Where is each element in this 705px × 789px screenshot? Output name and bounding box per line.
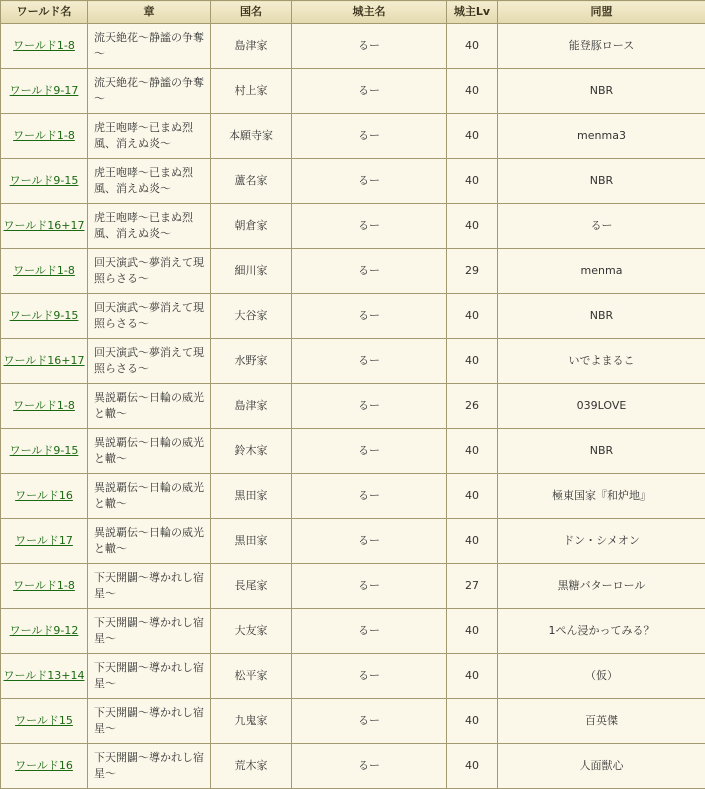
alliance-cell: NBR <box>498 294 705 339</box>
province-cell: 九鬼家 <box>211 699 292 744</box>
table-row <box>1 609 705 654</box>
lord-level-cell: 40 <box>447 204 498 249</box>
world-link[interactable]: ワールド9-15 <box>9 309 79 322</box>
table-row <box>1 204 705 249</box>
lord-cell: るー <box>292 69 447 114</box>
world-link[interactable]: ワールド17 <box>15 534 73 547</box>
table-row <box>1 24 705 69</box>
world-link[interactable]: ワールド1-8 <box>13 579 75 592</box>
alliance-cell: （仮） <box>498 654 705 699</box>
table-row <box>1 294 705 339</box>
lord-level-cell: 40 <box>447 699 498 744</box>
alliance-cell: 極東国家『和炉地』 <box>498 474 705 519</box>
table-row <box>1 339 705 384</box>
chapter-cell: 異説覇伝～日輪の威光と轍～ <box>88 429 211 474</box>
chapter-cell: 虎王咆哮～已まぬ烈風、消えぬ炎～ <box>88 114 211 159</box>
world-link[interactable]: ワールド13+14 <box>3 669 85 682</box>
world-link[interactable]: ワールド1-8 <box>13 39 75 52</box>
lord-level-cell: 29 <box>447 249 498 294</box>
table-body <box>1 24 705 789</box>
province-cell: 島津家 <box>211 24 292 69</box>
lord-level-cell: 40 <box>447 654 498 699</box>
province-cell: 黒田家 <box>211 519 292 564</box>
world-link[interactable]: ワールド1-8 <box>13 399 75 412</box>
world-cell <box>1 519 88 564</box>
table-row <box>1 384 705 429</box>
chapter-cell: 異説覇伝～日輪の威光と轍～ <box>88 384 211 429</box>
chapter-cell: 異説覇伝～日輪の威光と轍～ <box>88 474 211 519</box>
table-row <box>1 744 705 789</box>
chapter-cell: 回天演武～夢消えて現照らさる～ <box>88 249 211 294</box>
chapter-cell: 異説覇伝～日輪の威光と轍～ <box>88 519 211 564</box>
world-cell <box>1 249 88 294</box>
lord-cell: るー <box>292 474 447 519</box>
chapter-cell: 回天演武～夢消えて現照らさる～ <box>88 294 211 339</box>
lord-level-cell: 40 <box>447 294 498 339</box>
alliance-cell: るー <box>498 204 705 249</box>
province-cell: 蘆名家 <box>211 159 292 204</box>
world-link[interactable]: ワールド16+17 <box>3 354 85 367</box>
world-cell <box>1 609 88 654</box>
lord-cell: るー <box>292 294 447 339</box>
lord-level-cell: 27 <box>447 564 498 609</box>
table-row <box>1 249 705 294</box>
lord-cell: るー <box>292 609 447 654</box>
lord-cell: るー <box>292 114 447 159</box>
table-row <box>1 474 705 519</box>
alliance-cell: menma3 <box>498 114 705 159</box>
lord-level-cell: 40 <box>447 159 498 204</box>
province-cell: 大友家 <box>211 609 292 654</box>
province-cell: 鈴木家 <box>211 429 292 474</box>
chapter-cell: 下天開闢～導かれし宿星～ <box>88 564 211 609</box>
world-link[interactable]: ワールド9-15 <box>9 174 79 187</box>
world-cell <box>1 384 88 429</box>
chapter-cell: 下天開闢～導かれし宿星～ <box>88 744 211 789</box>
chapter-cell: 下天開闢～導かれし宿星～ <box>88 654 211 699</box>
province-cell: 大谷家 <box>211 294 292 339</box>
chapter-cell: 下天開闢～導かれし宿星～ <box>88 609 211 654</box>
header-alliance: 同盟 <box>498 1 705 24</box>
province-cell: 水野家 <box>211 339 292 384</box>
alliance-cell: 黒糖バターロール <box>498 564 705 609</box>
alliance-cell: ドン・シメオン <box>498 519 705 564</box>
table-row <box>1 564 705 609</box>
world-link[interactable]: ワールド15 <box>15 714 73 727</box>
province-cell: 本願寺家 <box>211 114 292 159</box>
alliance-cell: NBR <box>498 69 705 114</box>
world-cell <box>1 114 88 159</box>
lord-cell: るー <box>292 159 447 204</box>
lord-cell: るー <box>292 204 447 249</box>
alliance-cell: 1ぺん浸かってみる？ <box>498 609 705 654</box>
alliance-cell: 039LOVE <box>498 384 705 429</box>
world-cell <box>1 339 88 384</box>
lord-level-cell: 40 <box>447 339 498 384</box>
lord-level-cell: 40 <box>447 24 498 69</box>
lord-level-cell: 40 <box>447 744 498 789</box>
world-cell <box>1 564 88 609</box>
table-header-row <box>1 1 705 24</box>
province-cell: 荒木家 <box>211 744 292 789</box>
lord-level-cell: 40 <box>447 474 498 519</box>
lord-cell: るー <box>292 744 447 789</box>
header-lord-level: 城主Lv <box>447 1 498 24</box>
lord-level-cell: 40 <box>447 114 498 159</box>
world-link[interactable]: ワールド16+17 <box>3 219 85 232</box>
table-row <box>1 699 705 744</box>
world-cell <box>1 294 88 339</box>
chapter-cell: 虎王咆哮～已まぬ烈風、消えぬ炎～ <box>88 159 211 204</box>
lord-cell: るー <box>292 564 447 609</box>
province-cell: 黒田家 <box>211 474 292 519</box>
chapter-cell: 流天絶花～静謐の争奪～ <box>88 24 211 69</box>
world-link[interactable]: ワールド1-8 <box>13 264 75 277</box>
world-link[interactable]: ワールド9-17 <box>9 84 79 97</box>
world-cell <box>1 474 88 519</box>
world-link[interactable]: ワールド9-12 <box>9 624 79 637</box>
lord-cell: るー <box>292 249 447 294</box>
world-link[interactable]: ワールド9-15 <box>9 444 79 457</box>
alliance-cell: 百英傑 <box>498 699 705 744</box>
table-row <box>1 159 705 204</box>
lord-cell: るー <box>292 339 447 384</box>
province-cell: 村上家 <box>211 69 292 114</box>
table-row <box>1 114 705 159</box>
province-cell: 細川家 <box>211 249 292 294</box>
header-province: 国名 <box>211 1 292 24</box>
world-cell <box>1 24 88 69</box>
lord-cell: るー <box>292 654 447 699</box>
lord-level-cell: 40 <box>447 429 498 474</box>
world-link[interactable]: ワールド16 <box>15 759 73 772</box>
chapter-cell: 虎王咆哮～已まぬ烈風、消えぬ炎～ <box>88 204 211 249</box>
world-cell <box>1 654 88 699</box>
world-cell <box>1 744 88 789</box>
alliance-cell: いでよまるこ <box>498 339 705 384</box>
lord-level-cell: 26 <box>447 384 498 429</box>
header-chapter: 章 <box>88 1 211 24</box>
world-cell <box>1 204 88 249</box>
header-world: ワールド名 <box>1 1 88 24</box>
lord-level-cell: 40 <box>447 519 498 564</box>
province-cell: 松平家 <box>211 654 292 699</box>
world-cell <box>1 69 88 114</box>
lord-level-cell: 40 <box>447 69 498 114</box>
lord-level-cell: 40 <box>447 609 498 654</box>
world-cell <box>1 699 88 744</box>
lord-cell: るー <box>292 429 447 474</box>
lord-cell: るー <box>292 24 447 69</box>
table-row <box>1 654 705 699</box>
alliance-cell: 能登豚ロース <box>498 24 705 69</box>
table-row <box>1 429 705 474</box>
alliance-cell: NBR <box>498 159 705 204</box>
table-row <box>1 519 705 564</box>
alliance-cell: NBR <box>498 429 705 474</box>
alliance-cell: menma <box>498 249 705 294</box>
table-row <box>1 69 705 114</box>
world-link[interactable]: ワールド1-8 <box>13 129 75 142</box>
province-cell: 島津家 <box>211 384 292 429</box>
header-lord: 城主名 <box>292 1 447 24</box>
alliance-cell: 人面獣心 <box>498 744 705 789</box>
chapter-cell: 回天演武～夢消えて現照らさる～ <box>88 339 211 384</box>
world-cell <box>1 429 88 474</box>
world-link[interactable]: ワールド16 <box>15 489 73 502</box>
world-cell <box>1 159 88 204</box>
province-cell: 長尾家 <box>211 564 292 609</box>
province-cell: 朝倉家 <box>211 204 292 249</box>
lord-cell: るー <box>292 384 447 429</box>
chapter-cell: 下天開闢～導かれし宿星～ <box>88 699 211 744</box>
chapter-cell: 流天絶花～静謐の争奪～ <box>88 69 211 114</box>
lord-cell: るー <box>292 519 447 564</box>
lord-cell: るー <box>292 699 447 744</box>
